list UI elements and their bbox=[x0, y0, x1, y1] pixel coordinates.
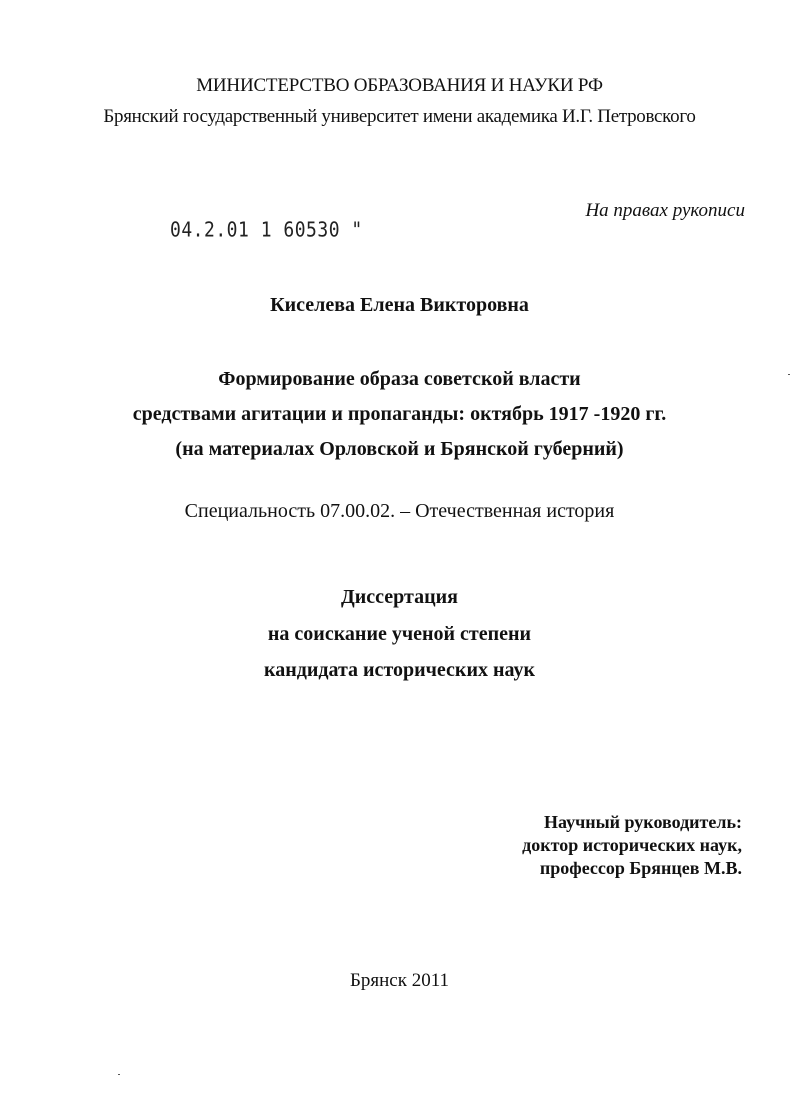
supervisor-name: профессор Брянцев М.В. bbox=[539, 858, 742, 878]
degree-line-1: на соискание ученой степени bbox=[267, 623, 532, 645]
dissertation-title-line-1: Формирование образа советской власти bbox=[218, 368, 581, 390]
manuscript-rights-note: На правах рукописи bbox=[585, 200, 745, 221]
dissertation-title-line-2: средствами агитации и пропаганды: октябрь 1917 -1920 гг. bbox=[132, 403, 667, 425]
degree-line-2: кандидата исторических наук bbox=[263, 659, 535, 681]
place-and-year: Брянск 2011 bbox=[349, 970, 450, 991]
document-type: Диссертация bbox=[341, 586, 458, 608]
specialty-line: Специальность 07.00.02. – Отечественная история bbox=[184, 500, 615, 522]
ministry-heading: МИНИСТЕРСТВО ОБРАЗОВАНИЯ И НАУКИ РФ bbox=[196, 75, 603, 96]
archive-registration-stamp: 04.2.01 1 60530 " bbox=[170, 218, 363, 243]
author-name: Киселева Елена Викторовна bbox=[270, 294, 529, 316]
dissertation-title-line-3: (на материалах Орловской и Брянской губерний) bbox=[175, 438, 624, 460]
scan-speck bbox=[118, 1074, 120, 1075]
scan-speck bbox=[788, 374, 790, 375]
supervisor-degree: доктор исторических наук, bbox=[522, 835, 742, 855]
university-name: Брянский государственный университет имени академика И.Г. Петровского bbox=[103, 106, 696, 127]
supervisor-label: Научный руководитель: bbox=[544, 812, 742, 832]
